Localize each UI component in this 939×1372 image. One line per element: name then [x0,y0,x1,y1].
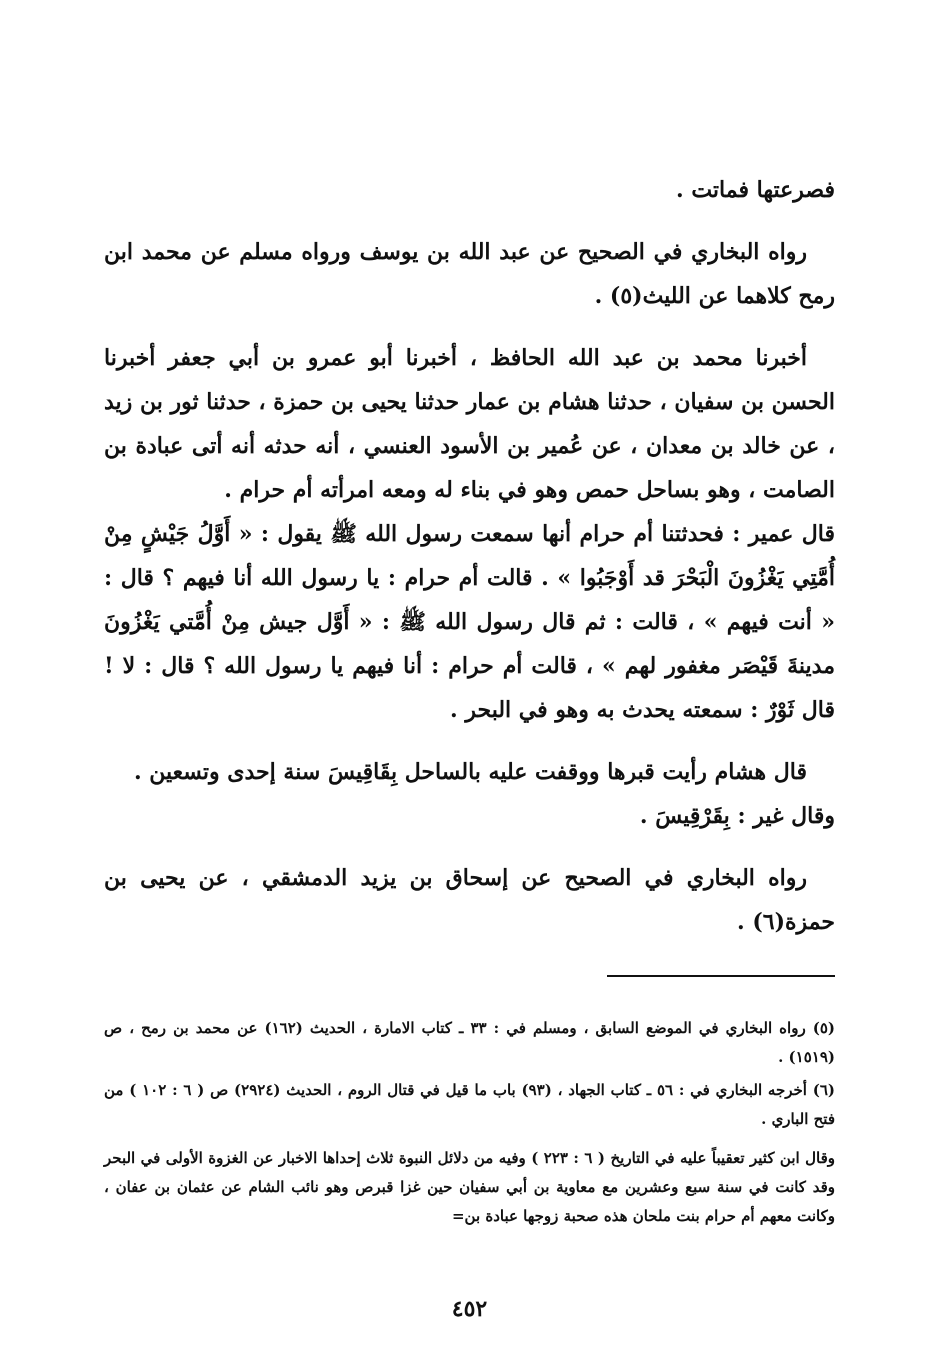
footnote-commentary: وقال ابن كثير تعقيباً عليه في التاريخ ( ٦ : ٢٢٣ ) وفيه من دلائل النبوة ثلاث إحداها الاخبار عن الغزوة الأولى في البحر وقد كانت في سنة سبع وعشرين مع معاوية بن أبي سفيان حين غزا قبرص وهو نائب الشام عن عثمان بن عفان ، وكانت معهم أم حرام بنت ملحان هذه صحبة زوجها عبادة بن= [104,1149,836,1225]
paragraph-6: وقال غير : بِقَرْقِيسَ . [639,803,835,829]
footnotes [104,1014,835,1235]
paragraph-5: قال هشام رأيت قبرها ووقفت عليه بالساحل بِقَاقِيسَ سنة إحدى وتسعين . [133,759,807,785]
paragraph-2: رواه البخاري في الصحيح عن عبد الله بن يوسف ورواه مسلم عن محمد ابن رمح كلاهما عن الليث(٥) . [104,239,835,309]
page-number: ٤٥٢ [451,1296,488,1322]
paragraph-1: فصرعتها فماتت . [676,177,835,203]
paragraph-gap [104,838,835,856]
paragraph-gap [104,212,835,230]
footnote-6: (٦) أخرجه البخاري في : ٥٦ ـ كتاب الجهاد ، (٩٣) باب ما قيل في قتال الروم ، الحديث (٢٩٢٤) ص ( ٦ : ١٠٢ ) من فتح الباري . [104,1081,835,1128]
paragraph-3: أخبرنا محمد بن عبد الله الحافظ ، أخبرنا أبو عمرو بن أبي جعفر أخبرنا الحسن بن سفيان ، حدثنا هشام بن عمار حدثنا يحيى بن حمزة ، حدثنا ثور بن زيد ، عن خالد بن معدان ، عن عُمير بن الأسود العنسي ، أنه حدثه أنه أتى عبادة بن الصامت ، وهو بساحل حمص وهو في بناء له ومعه امرأته أم حرام . [104,345,835,503]
paragraph-7: رواه البخاري في الصحيح عن إسحاق بن يزيد الدمشقي ، عن يحيى بن حمزة(٦) . [104,865,835,935]
main-text [104,168,835,944]
footnote-5: (٥) رواه البخاري في الموضع السابق ، ومسلم في : ٣٣ ـ كتاب الامارة ، الحديث (١٦٢) عن محمد بن رمح ، ص (١٥١٩) . [104,1019,836,1066]
paragraph-4: قال عمير : فحدثتنا أم حرام أنها سمعت رسول الله ﷺ يقول : « أَوَّلُ جَيْشٍ مِنْ أُمَّتِي يَغْزُونَ الْبَحْرَ قد أَوْجَبُوا » . قالت أم حرام : يا رسول الله أنا فيهم ؟ قال : « أنت فيهم » ، قالت : ثم قال رسول الله ﷺ : « أَوَّل جيش مِنْ أُمَّتي يَغْزُونَ مدينةَ قَيْصَر مغفور لهم » ، قالت أم حرام : أنا فيهم يا رسول الله ؟ قال : لا ! قال ثَوْرٌ : سمعته يحدث به وهو في البحر . [104,521,835,723]
paragraph-gap [104,318,835,336]
paragraph-gap [104,732,835,750]
footnote-separator [607,975,835,977]
